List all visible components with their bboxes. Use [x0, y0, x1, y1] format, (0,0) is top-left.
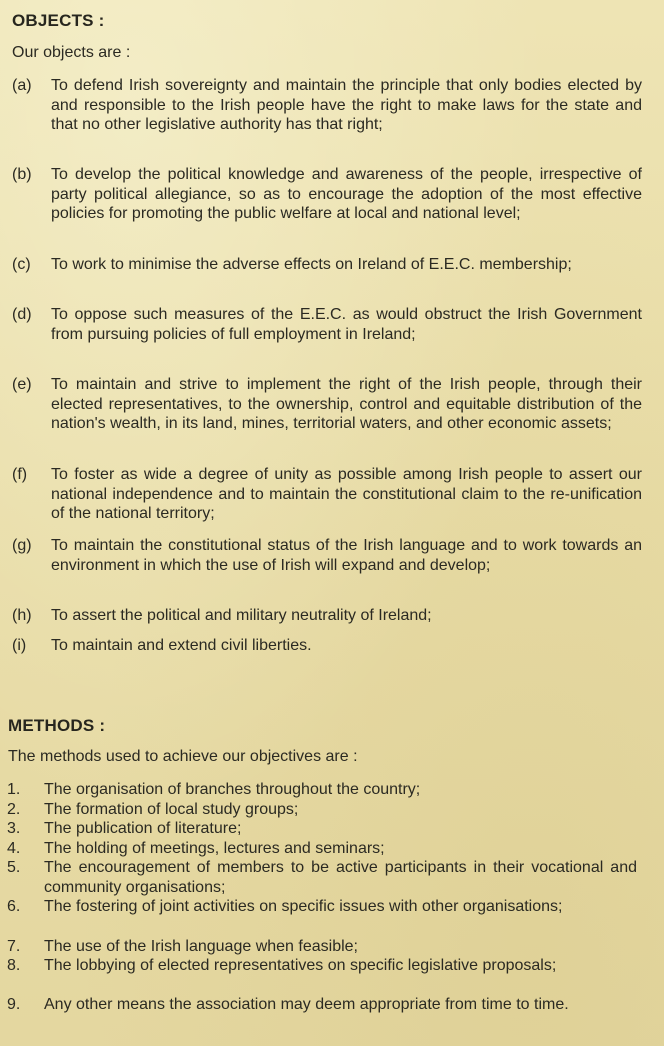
methods-item-number: 8. — [7, 957, 21, 974]
objects-item-text: To develop the political knowledge and awareness of the people, irrespective of party political allegiance, so as to encourage the adoption of the most effective policies for promoting the public welfare at local and national level; — [51, 166, 642, 223]
methods-item-number: 2. — [7, 800, 21, 818]
objects-item-text: To foster as wide a degree of unity as possible among Irish people to assert our national independence and to maintain the constitutional claim to the re-unification of the national territory; — [51, 466, 642, 523]
objects-item-label: (e) — [12, 376, 32, 393]
methods-item-text: The publication of literature; — [44, 820, 242, 837]
objects-item-text: To maintain and extend civil liberties. — [51, 637, 312, 654]
methods-item-2 — [7, 800, 637, 820]
objects-item-text: To assert the political and military neutrality of Ireland; — [51, 607, 432, 624]
objects-item-label: (f) — [12, 466, 28, 483]
objects-item-d — [12, 305, 642, 344]
methods-heading: METHODS : — [8, 716, 106, 735]
methods-item-number: 3. — [7, 820, 21, 837]
methods-item-text: The use of the Irish language when feasible; — [44, 937, 358, 955]
objects-item-text: To oppose such measures of the E.E.C. as would obstruct the Irish Government from pursuing policies of full employment in Ireland; — [51, 306, 642, 343]
objects-item-text: To defend Irish sovereignty and maintain the principle that only bodies elected by and responsible to the Irish people have the right to make laws for the state and that no other legislative authority has that right; — [51, 77, 642, 134]
methods-item-text: The encouragement of members to be active participants in their vocational and community organisations; — [44, 859, 637, 896]
methods-item-8 — [7, 956, 637, 976]
objects-item-i — [12, 636, 642, 656]
methods-item-4 — [7, 839, 637, 859]
methods-item-number: 9. — [7, 996, 21, 1013]
objects-item-label: (g) — [12, 537, 32, 554]
objects-item-text: To maintain the constitutional status of the Irish language and to work towards an environment in which the use of Irish will expand and develop; — [51, 537, 642, 574]
objects-item-label: (b) — [12, 166, 32, 183]
objects-item-g — [12, 536, 642, 575]
methods-item-text: The holding of meetings, lectures and seminars; — [44, 839, 385, 857]
methods-item-text: The organisation of branches throughout the country; — [44, 781, 421, 798]
methods-item-number: 5. — [7, 859, 21, 876]
objects-item-label: (a) — [12, 77, 32, 94]
objects-item-b — [12, 165, 642, 224]
methods-item-number: 7. — [7, 937, 21, 955]
objects-item-label: (c) — [12, 256, 31, 273]
methods-item-text: The formation of local study groups; — [44, 800, 299, 818]
objects-item-label: (i) — [12, 637, 27, 654]
methods-item-text: Any other means the association may deem appropriate from time to time. — [44, 996, 569, 1013]
objects-item-f — [12, 465, 642, 524]
objects-heading: OBJECTS : — [12, 11, 105, 30]
methods-item-9 — [7, 995, 637, 1015]
methods-item-7 — [7, 937, 637, 957]
methods-item-text: The fostering of joint activities on specific issues with other organisations; — [44, 898, 563, 915]
methods-item-3 — [7, 819, 637, 839]
objects-intro: Our objects are : — [12, 44, 131, 61]
methods-intro: The methods used to achieve our objectives are : — [8, 748, 358, 765]
objects-item-a — [12, 76, 642, 135]
objects-item-label: (d) — [12, 306, 32, 323]
objects-item-label: (h) — [12, 607, 32, 624]
objects-item-text: To work to minimise the adverse effects on Ireland of E.E.C. membership; — [51, 256, 572, 273]
methods-item-5 — [7, 858, 637, 897]
objects-item-e — [12, 375, 642, 434]
methods-item-number: 6. — [7, 898, 21, 915]
methods-item-number: 4. — [7, 839, 21, 857]
methods-item-text: The lobbying of elected representatives on specific legislative proposals; — [44, 957, 557, 974]
methods-item-number: 1. — [7, 781, 21, 798]
objects-item-c — [12, 255, 642, 275]
objects-item-h — [12, 606, 642, 626]
objects-item-text: To maintain and strive to implement the right of the Irish people, through their elected representatives, to the ownership, control and equitable distribution of the nation's wealth, in its land, mines, territorial waters, and other economic assets; — [51, 376, 642, 433]
methods-item-1 — [7, 780, 637, 800]
methods-item-6 — [7, 897, 637, 917]
